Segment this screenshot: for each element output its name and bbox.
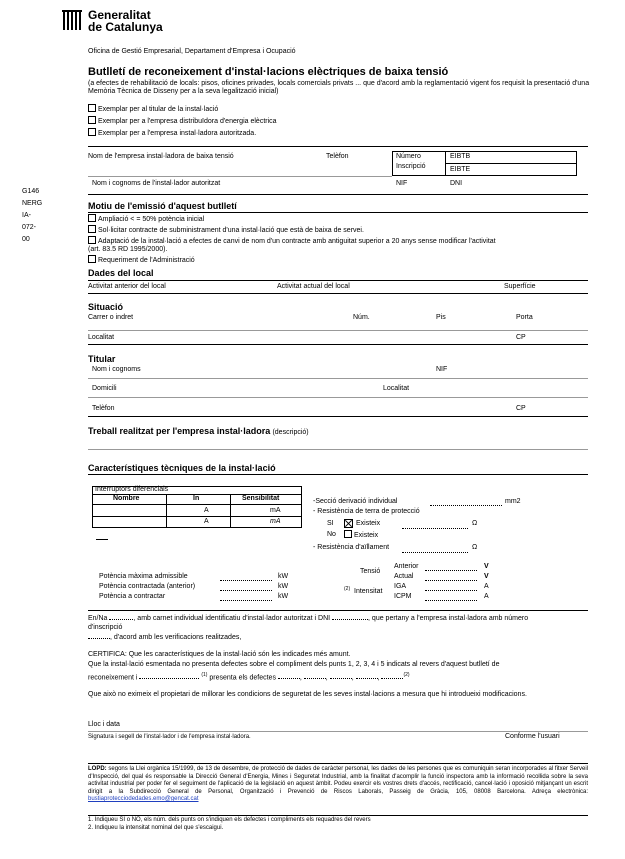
in-unit: A xyxy=(204,518,209,525)
col-in: In xyxy=(193,495,200,502)
coat-of-arms-icon xyxy=(62,10,82,30)
eibtb-field[interactable]: EIBTB xyxy=(450,153,471,160)
office-name: Oficina de Gestió Empresarial, Departament d'Empresa i Ocupació xyxy=(88,48,296,55)
lopd-email-link[interactable]: bustiaprotecciodedades.emo@gencat.cat xyxy=(88,796,199,802)
porta-label: Porta xyxy=(516,314,533,321)
side-code-line: G146 xyxy=(22,188,40,195)
anterior-label: Anterior xyxy=(394,563,419,570)
titular-nom-label: Nom i cognoms xyxy=(92,366,141,373)
local-title: Dades del local xyxy=(88,268,154,278)
interruptors-title: Interruptors diferencials xyxy=(95,486,169,493)
tensio-anterior-field[interactable] xyxy=(425,570,477,571)
no-label: No xyxy=(327,531,336,538)
col-nombre: Nombre xyxy=(113,495,140,502)
checkbox[interactable] xyxy=(88,128,96,136)
reconeixement-label: reconeixement i xyxy=(88,674,138,682)
resist-terra-label: - Resistència de terra de protecció xyxy=(313,508,420,515)
existeix-si-checkbox[interactable] xyxy=(344,519,353,528)
checkbox[interactable] xyxy=(88,116,96,124)
dni-label: DNI xyxy=(450,180,463,187)
lopd-text xyxy=(88,766,588,804)
potencia-contr-field[interactable] xyxy=(220,590,272,591)
localitat-label: Localitat xyxy=(88,334,115,341)
seccio-label: -Secció derivació individual xyxy=(313,498,398,505)
defecte-field[interactable] xyxy=(304,678,326,679)
eibte-field[interactable]: EIBTE xyxy=(450,166,471,173)
icpm-label: ICPM xyxy=(394,593,412,600)
certifica-text: CERTIFICA: Que les característiques de la instal·lació són les indicades més amunt. xyxy=(88,651,351,658)
existeix-label: Existeix xyxy=(354,532,379,539)
defectes-label: presenta els defectes xyxy=(209,674,276,682)
que-line2: reconeixement i $^{(1)}$ presenta els defectes , , , , $^{(2)}$ xyxy=(88,672,410,682)
inscripcio-label: Inscripció xyxy=(396,163,426,170)
motiu-title: Motiu de l'emissió d'aquest butlletí xyxy=(88,201,237,211)
copy-label: Exemplar per a l'empresa instal·ladora autoritzada. xyxy=(98,130,257,137)
checkbox[interactable] xyxy=(88,236,96,244)
lloc-data-label: Lloc i data xyxy=(88,721,120,728)
titular-nif-label: NIF xyxy=(436,366,448,373)
titular-localitat-label: Localitat xyxy=(383,385,410,392)
side-code-line: NERG xyxy=(22,200,43,207)
copy-label: Exemplar per al titular de la instal·lació xyxy=(98,106,219,113)
v-unit: V xyxy=(484,563,489,570)
logo-line1: Generalitat xyxy=(88,8,151,22)
numero-label: Número xyxy=(396,153,421,160)
actual-label: Actual xyxy=(394,573,414,580)
motiu-option-adaptacio[interactable] xyxy=(88,236,496,246)
tensio-actual-field[interactable] xyxy=(425,580,477,581)
cp-label: CP xyxy=(516,334,526,341)
checkbox[interactable] xyxy=(88,104,96,112)
empresa-telefon-label: Telèfon xyxy=(326,153,349,160)
potencia-a-field[interactable] xyxy=(220,600,272,601)
motiu-option-requeriment[interactable] xyxy=(88,255,195,265)
motiu-label: Ampliació < = 50% potència inicial xyxy=(98,216,205,223)
si-label: SI xyxy=(327,520,334,527)
activitat-anterior-label: Activitat anterior del local xyxy=(88,283,166,290)
side-code-line: 072- xyxy=(22,224,37,231)
side-code-line: 00 xyxy=(22,236,30,243)
motiu-label: Requeriment de l'Administració xyxy=(98,257,195,264)
iga-field[interactable] xyxy=(425,590,477,591)
carnet-label: , amb carnet individual identificatiu d'instal·lador autoritzat i DNI xyxy=(133,615,331,622)
page-title: Butlletí de reconeixement d'instal·lacions elèctriques de baixa tensió xyxy=(88,66,449,78)
generalitat-logo xyxy=(62,10,82,30)
a-unit: A xyxy=(484,583,489,590)
superficie-label: Superfície xyxy=(504,283,536,290)
en-na-field[interactable] xyxy=(109,619,133,620)
activitat-actual-label: Activitat actual del local xyxy=(277,283,350,290)
defecte-field[interactable] xyxy=(330,678,352,679)
num-label: Núm. xyxy=(353,314,370,321)
intensitat-label: Intensitat xyxy=(354,588,383,595)
kw-unit: kW xyxy=(278,573,289,580)
potencia-contr-label: Potència contractada (anterior) xyxy=(99,583,196,590)
copy-option-installadora[interactable] xyxy=(88,128,256,138)
situacio-title: Situació xyxy=(88,302,124,312)
side-code xyxy=(22,186,42,246)
installador-label: Nom i cognoms de l'instal·lador autoritzat xyxy=(92,180,221,187)
defecte-field[interactable] xyxy=(278,678,300,679)
intensitat-footnote: (2) xyxy=(344,586,351,592)
resist-aill-label: - Resistència d'aïllament xyxy=(313,544,390,551)
in-unit: A xyxy=(204,507,209,514)
iga-label: IGA xyxy=(394,583,407,590)
inscripcio-text: d'inscripció xyxy=(88,624,123,631)
nif-label: NIF xyxy=(396,180,408,187)
titular-title: Titular xyxy=(88,354,116,364)
kw-unit: kW xyxy=(278,583,289,590)
tensio-label: Tensió xyxy=(360,568,381,575)
signatura-label: Signatura i segell de l'instal·lador i de l'empresa instal·ladora. xyxy=(88,734,251,740)
mm2-unit: mm2 xyxy=(505,498,521,505)
copy-option-titular[interactable] xyxy=(88,104,218,114)
sens-unit: mA xyxy=(270,507,281,514)
defecte-field[interactable] xyxy=(356,678,378,679)
millorar-text: Que això no eximeix el propietari de millorar les condicions de seguretat de les seves instal·lacions a mesura que hi introdueixi modificacions. xyxy=(88,691,527,698)
caract-title: Característiques tècniques de la instal·lació xyxy=(88,463,276,473)
treball-note: (descripció) xyxy=(272,429,309,436)
declaracio-line1 xyxy=(88,615,528,623)
logo-line2: de Catalunya xyxy=(88,20,163,34)
note-1: 1. Indiqueu SI o NO, els núm. dels punts on s'indiquen els defectes i compliments els requadres del revers xyxy=(88,817,371,823)
titular-cp-label: CP xyxy=(516,405,526,412)
existeix-label: Existeix xyxy=(356,520,381,527)
motiu-art-ref: (art. 83.5 RD 1995/2000). xyxy=(88,246,168,253)
seccio-field[interactable] xyxy=(430,505,502,506)
pertany-label: , que pertany a l'empresa instal·ladora amb número xyxy=(368,615,529,622)
dni-field[interactable] xyxy=(332,619,368,620)
ohm-unit: Ω xyxy=(472,520,478,527)
conforme-label: Conforme l'usuari xyxy=(505,733,560,740)
footnote-1: (1) xyxy=(201,672,208,678)
v-unit: V xyxy=(484,573,489,580)
inscripcio-field[interactable] xyxy=(88,638,110,639)
lopd-body: segons la Llei orgànica 15/1999, de 13 de desembre, de protecció de dades de caràcter personal, les dades de les persones que es comuniquin seran incorporades al fitxer Serveil d'Inspecció, del qual és responsable la Direcció General d'Energia, Mines i Seguretat Industrial, amb la finalitat d'acomplir la funció inspectora amb la informació recollida sobre la seva activitat industrial per poder fer el seguiment de l'aplicació de la legislació en aquest àmbit. Podeu exercir els vostres drets d'accés, rectificació, cancel·lació i oposició mitjançant un escrit dirigit a la Subdirecció General de Personal, Organització i Prevenció de Riscos Laborals, Passeig de Gràcia, 105, 08008 Barcelona. Adreça electrònica: xyxy=(88,766,588,795)
note-2: 2. Indiqueu la intensitat nominal del que s'escaigui. xyxy=(88,825,224,831)
checkbox[interactable] xyxy=(88,225,96,233)
footnote-2: (2) xyxy=(403,672,410,678)
checkbox[interactable] xyxy=(344,530,352,538)
verificacions-label: , d'acord amb les verificacions realitzades, xyxy=(110,634,242,641)
page-subtitle: (a efectes de rehabilitació de locals: pisos, oficines privades, locals comercials privats ... que d'acord amb la reglamentació vigent fos requisit la presentació d'una Memòria Tècnica de Disseny per a la seva legalització inicial) xyxy=(88,80,590,95)
si-no-field[interactable] xyxy=(139,678,199,679)
ohm-unit: Ω xyxy=(472,544,478,551)
checkbox[interactable] xyxy=(88,214,96,222)
resist-terra-field[interactable] xyxy=(402,528,468,529)
treball-title: Treball realitzat per l'empresa instal·ladora xyxy=(88,426,271,436)
potencia-a-label: Potència a contractar xyxy=(99,593,166,600)
icpm-field[interactable] xyxy=(425,600,477,601)
motiu-option-contracte[interactable] xyxy=(88,225,364,235)
copy-option-distribuidora[interactable] xyxy=(88,116,277,126)
kw-unit: kW xyxy=(278,593,289,600)
titular-telefon-label: Telèfon xyxy=(92,405,115,412)
empresa-nom-label: Nom de l'empresa instal·ladora de baixa tensió xyxy=(88,153,234,160)
defecte-field[interactable] xyxy=(381,678,403,679)
que-line1: Que la instal·lació esmentada no presenta defectes sobre el compliment dels punts 1, 2, 3, 4 i 5 indicats al revers d'aquest butlletí de xyxy=(88,661,500,668)
pis-label: Pis xyxy=(436,314,446,321)
motiu-option-ampliacio[interactable] xyxy=(88,214,204,224)
potencia-max-label: Potència màxima admissible xyxy=(99,573,188,580)
sens-unit: mA xyxy=(270,518,281,525)
treball-heading xyxy=(88,426,309,437)
a-unit: A xyxy=(484,593,489,600)
motiu-label: Adaptació de la instal·lació a efectes de canvi de nom d'un contracte amb antiguitat superior a 20 anys sense modificar l'activitat xyxy=(98,238,496,245)
declaracio-line2 xyxy=(88,634,241,642)
side-code-line: IA- xyxy=(22,212,31,219)
copy-label: Exemplar per a l'empresa distribuïdora d'energia elèctrica xyxy=(98,118,277,125)
motiu-label: Sol·licitar contracte de subministrament d'una instal·lació que està de baixa de servei. xyxy=(98,227,364,234)
lopd-label: LOPD: xyxy=(88,766,107,772)
en-na-label: En/Na xyxy=(88,615,108,622)
existeix-no-option[interactable] xyxy=(344,530,378,540)
carrer-label: Carrer o indret xyxy=(88,314,134,321)
potencia-max-field[interactable] xyxy=(220,580,272,581)
titular-domicili-label: Domicili xyxy=(92,385,117,392)
resist-aill-field[interactable] xyxy=(402,552,468,553)
checkbox[interactable] xyxy=(88,255,96,263)
col-sensibilitat: Sensibilitat xyxy=(242,495,280,502)
